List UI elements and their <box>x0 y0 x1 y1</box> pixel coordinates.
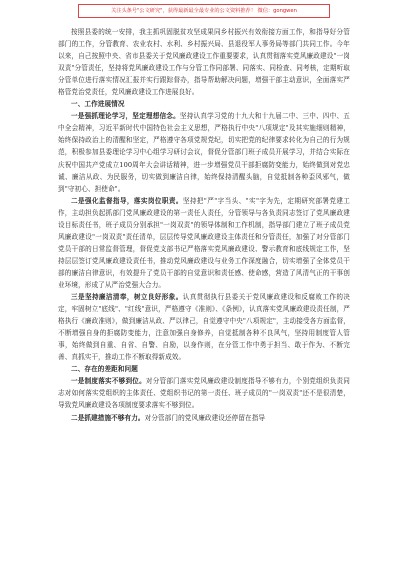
item-text: 对分管部门的党风廉政建设还停留在指导 <box>144 413 266 422</box>
section-item <box>58 412 350 424</box>
item-lead: 一是强抓理论学习，坚定理想信念。 <box>71 112 180 121</box>
item-text: 坚持认真学习党的十九大和十九届二中、三中、四中、五中全会精神，习近平新时代中国特色社会主义思想，严格执行中央"八项规定"及其实施细则精神，始终保持政治上的清醒和坚定，严格遵守各项党规党纪，切实把党的纪律要求转化为自己的行为规范，积极参加县委理论学习中心组学习研讨会议，督促分管部门班子成员开展学习，并结合实际在庆祝中国共产党成立100周年大会讲话精神，进一步增强党员干部拒腐防变能力，始终做到对党忠诚、廉洁从政、为民服务，切实做到廉洁自律，始终保持清醒头脑，自觉抵制各种歪风邪气，做到"守初心、担使命"。 <box>58 112 350 193</box>
section-item <box>58 110 350 194</box>
section-item <box>58 291 350 363</box>
item-lead: 一是制度落实不够到位。 <box>71 377 146 386</box>
item-text: 坚持把"严"字当头、"实"字为先，定期研究部署党建工作，主动担负起抓部门党风廉政建设的第一责任人责任，分管领导与各负责同志签订了党风廉政建设目标责任书，班子成员分别承担"一岗双责"的领导体制和工作机制，指导部门建立了班子成员党风廉政建设"一岗双责"责任清单，层层传导党风廉政建设主体责任和分管责任，加强了对分管部门党员干部的日常监督管理，督促党支部书记严格落实党风廉政建设、警示教育和底线规定工作，坚持层层签订党风廉政建设责任书，推动党风廉政建设与业务工作深度融合，切实增强了全体党员干部的廉洁自律意识，有效提升了党员干部的自觉意识和责任感、使命感，营造了风清气正的干事创业环境，形成了从严治党强大合力。 <box>58 196 350 289</box>
document-body <box>58 26 350 424</box>
section-heading: 一、工作进展情况 <box>71 100 125 109</box>
item-text: 认真贯彻执行县委关于党风廉政建设和反腐败工作的决定，牢固树立"底线"、"红线"意识，严格遵守《准则》、《条例》，认真落实党风廉政建设责任制，严格执行《廉政准则》，做到廉洁从政、严以律己，自觉遵守中央"八项规定"，主动接受各方面监督，不断增强自身的拒腐防变能力，注意加强自身修养，自觉抵制各种不良风气，坚持用制度管人管事，始终做到自重、自省、自警、自励，以身作则，在分管工作中勇于担当、敢于作为、不断完善、真抓实干，推动工作不断取得新成效。 <box>58 293 350 362</box>
section-heading: 二、存在的差距和问题 <box>71 365 138 374</box>
section-item <box>58 375 350 411</box>
intro-paragraph: 按照县委的统一安排，我主抓巩固脱贫攻坚成果同乡村振兴有效衔接方面工作，和指导好分管部门的工作，分管教育、农业农村、水利、乡村振兴局、县退役军人事务局等部门共同工作。今年以来，自己按照中央、省市县委关于党风廉政建设工作重要要求，认真贯彻落实党风廉政建设"一岗双责"分管责任，坚持将党风廉政建设工作与分管工作同部署、同落实、同检查、同考核，定期听取分管单位进行落实情况汇报并实行跟踪督办，指导帮助解决问题，增强干部主动意识，全面落实严格管党治党责任，党风廉政建设工作进展良好。 <box>58 28 350 97</box>
item-lead: 三是坚持廉洁清奉，树立良好形象。 <box>71 293 183 302</box>
item-lead: 二是抓建措施不够有力。 <box>71 413 145 422</box>
item-text: 对分管部门落实党风廉政建设制度指导不够有力，个别党组织负责同志对如何落实党组织的主体责任、党组织书记的第一责任、班子成员的"一岗双责"还不是很清楚，导致党风廉政建设各项制度要求落实不够到位。 <box>58 377 350 410</box>
item-lead: 二是强化监督指导，落实岗位职责。 <box>71 196 183 205</box>
header-banner: 关注头条号"公文研究"，获得最新最全最专业的公文资料推荐！ 微信：gongwen <box>78 4 330 18</box>
section-item <box>58 195 350 291</box>
